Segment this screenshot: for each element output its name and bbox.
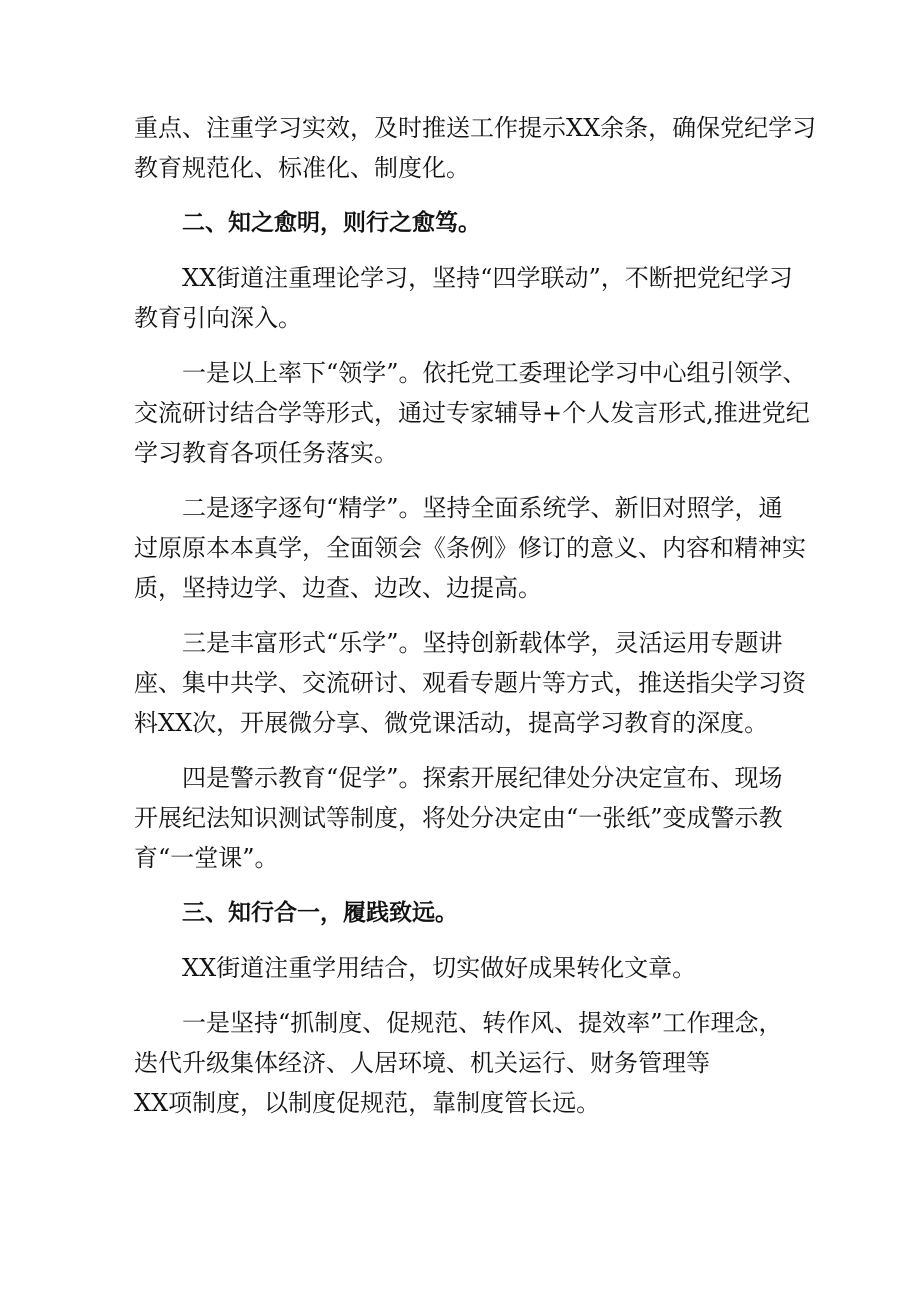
section-heading-2: 二、知之愈明，则行之愈笃。 [182, 210, 481, 236]
text-line: 教育规范化、标准化、制度化。 [134, 154, 470, 182]
text-line: 三是丰富形式“乐学”。坚持创新载体学，灵活运用专题讲 [182, 629, 783, 657]
text-line: 教育引向深入。 [134, 304, 302, 332]
text-line: 四是警示教育“促学”。探索开展纪律处分决定宣布、现场 [182, 764, 783, 792]
text-line: 育“一堂课”。 [134, 844, 279, 872]
text-line: 一是以上率下“领学”。依托党工委理论学习中心组引领学、 [182, 359, 807, 387]
paragraph-intro-continuation [134, 108, 817, 188]
paragraph-item-lead-study [134, 353, 810, 473]
paragraph-item-warning-study [134, 758, 790, 878]
text-line: 料XX次，开展微分享、微党课活动，提高学习教育的深度。 [134, 709, 769, 737]
text-line: 交流研讨结合学等形式，通过专家辅导+个人发言形式,推进党纪 [134, 399, 810, 427]
text-line: 二是逐字逐句“精学”。坚持全面系统学、新旧对照学，通 [182, 494, 783, 522]
text-line: XX街道注重理论学习，坚持“四学联动”，不断把党纪学习 [182, 264, 793, 292]
text-line: 重点、注重学习实效，及时推送工作提示XX余条，确保党纪学习 [134, 114, 817, 142]
text-line: 一是坚持“抓制度、促规范、转作风、提效率”工作理念， [182, 1009, 783, 1037]
paragraph-section2-intro [134, 258, 793, 338]
paragraph-section3-item1 [134, 1003, 790, 1123]
text-line: 过原原本本真学，全面领会《条例》修订的意义、内容和精神实 [134, 534, 806, 562]
paragraph-section3-intro: XX街道注重学用结合，切实做好成果转化文章。 [182, 954, 697, 982]
text-line: XX项制度，以制度促规范，靠制度管长远。 [134, 1089, 601, 1117]
text-line: 学习教育各项任务落实。 [134, 439, 398, 467]
text-line: 开展纪法知识测试等制度，将处分决定由“一张纸”变成警示教 [134, 804, 783, 832]
paragraph-item-precise-study [134, 488, 806, 608]
document-body [134, 108, 817, 1138]
section-heading-3: 三、知行合一，履践致远。 [182, 900, 458, 926]
text-line: 座、集中共学、交流研讨、观看专题片等方式，推送指尖学习资 [134, 669, 806, 697]
paragraph-item-joyful-study [134, 623, 806, 743]
text-line: 迭代升级集体经济、人居环境、机关运行、财务管理等 [134, 1049, 710, 1077]
text-line: 质，坚持边学、边查、边改、边提高。 [134, 574, 542, 602]
